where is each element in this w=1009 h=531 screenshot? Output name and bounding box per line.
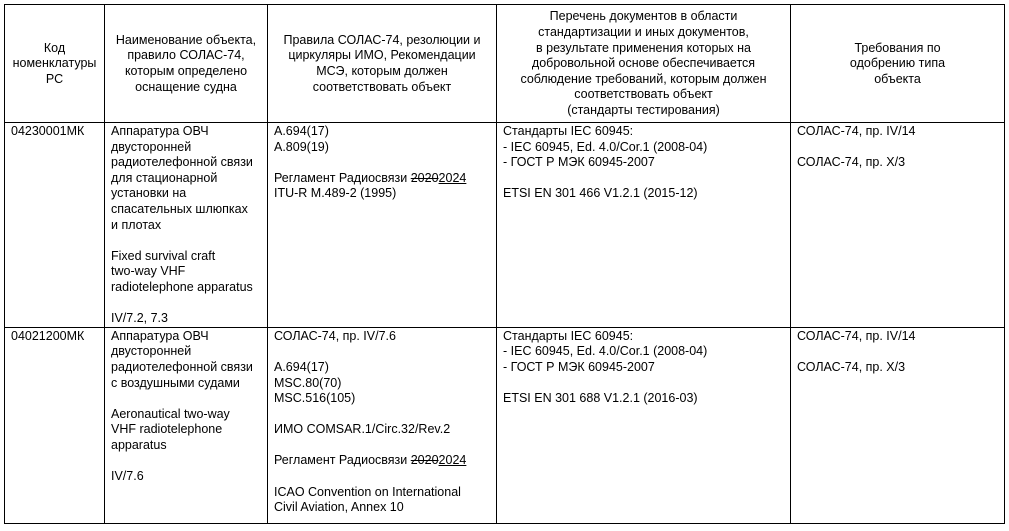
header-rules: Правила СОЛАС-74, резолюции и циркуляры ИМО, Рекомендации МСЭ, которым должен соответствовать объект xyxy=(268,5,497,123)
row-code: 04230001МК xyxy=(5,123,105,328)
inserted-year: 2024 xyxy=(438,170,467,185)
row-standards: Стандарты IEC 60945: - IEC 60945, Ed. 4.0/Cor.1 (2008-04) - ГОСТ Р МЭК 60945-2007 ETSI EN 301 466 V1.2.1 (2015-12) xyxy=(497,123,791,328)
row-rules: A.694(17) A.809(19) Регламент Радиосвязи 20202024 ITU-R M.489-2 (1995) xyxy=(268,123,497,328)
row-type-approval: СОЛАС-74, пр. IV/14 СОЛАС-74, пр. X/3 xyxy=(791,123,1005,328)
row-type-approval: СОЛАС-74, пр. IV/14 СОЛАС-74, пр. X/3 xyxy=(791,327,1005,523)
row-standards: Стандарты IEC 60945: - IEC 60945, Ed. 4.0/Cor.1 (2008-04) - ГОСТ Р МЭК 60945-2007 ETSI EN 301 688 V1.2.1 (2016-03) xyxy=(497,327,791,523)
header-object-name: Наименование объекта, правило СОЛАС-74, которым определено оснащение судна xyxy=(105,5,268,123)
equipment-requirements-table xyxy=(4,4,1005,524)
radio-regulations: Регламент Радиосвязи 20202024 xyxy=(274,170,467,185)
deleted-year: 2020 xyxy=(410,453,439,468)
radio-regulations: Регламент Радиосвязи 20202024 xyxy=(274,453,467,468)
inserted-year: 2024 xyxy=(438,453,467,468)
header-standards: Перечень документов в области стандартизации и иных документов, в результате применения которых на добровольной основе обеспечивается соблюдение требований, которым должен соответствовать объект (стандарты тестирования) xyxy=(497,5,791,123)
table-row xyxy=(5,327,1005,523)
header-type-approval: Требования по одобрению типа объекта xyxy=(791,5,1005,123)
row-code: 04021200МК xyxy=(5,327,105,523)
row-rules: СОЛАС-74, пр. IV/7.6 A.694(17) MSC.80(70) MSC.516(105) ИМО COMSAR.1/Circ.32/Rev.2 Регламент Радиосвязи 20202024 ICAO Convention on International Civil Aviation, Annex 10 xyxy=(268,327,497,523)
table-row xyxy=(5,123,1005,328)
deleted-year: 2020 xyxy=(410,170,439,185)
table-header-row xyxy=(5,5,1005,123)
row-object-name: Аппаратура ОВЧ двусторонней радиотелефонной связи с воздушными судами Aeronautical two-way VHF radiotelephone apparatus IV/7.6 xyxy=(105,327,268,523)
row-object-name: Аппаратура ОВЧ двусторонней радиотелефонной связи для стационарной установки на спасательных шлюпках и плотах Fixed survival craft two-way VHF radiotelephone apparatus IV/7.2, 7.3 xyxy=(105,123,268,328)
header-code: Код номенклатуры РС xyxy=(5,5,105,123)
